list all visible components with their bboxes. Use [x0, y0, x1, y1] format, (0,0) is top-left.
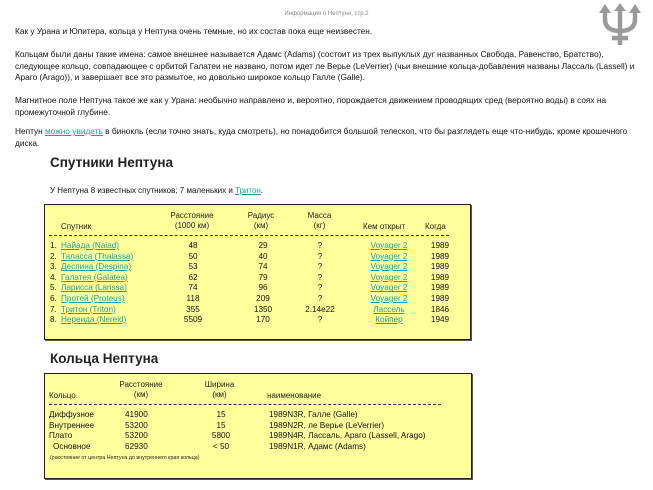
- mass-value: ?: [317, 315, 323, 325]
- mass-value: ?: [317, 294, 323, 303]
- ring-designation: 1989N4R, Лассаль, Араго (Lassell, Arago): [269, 431, 426, 441]
- row-number: 5.: [50, 283, 57, 293]
- col-header-ring-width: [197, 380, 242, 400]
- text: (км): [212, 390, 227, 399]
- header-divider: [49, 235, 449, 236]
- radius-value: 209: [256, 294, 270, 303]
- col-header-distance: [157, 211, 227, 231]
- satellites-table: [44, 204, 471, 340]
- discoverer-link[interactable]: Voyager 2: [370, 283, 408, 293]
- text: (км): [133, 390, 149, 399]
- text: Расстояние: [170, 211, 214, 220]
- satellites-heading: Спутники Нептуна: [50, 155, 173, 170]
- row-number: 6.: [50, 294, 57, 303]
- header-divider: [49, 404, 441, 405]
- distance-value: 355: [186, 304, 200, 314]
- distance-value: 50: [188, 251, 198, 261]
- col-header-name: Спутник: [61, 222, 92, 231]
- mass-value: ?: [317, 251, 323, 261]
- row-number: 8.: [50, 315, 57, 325]
- ring-label: Диффузное: [49, 410, 94, 419]
- ring-width: 15: [216, 410, 226, 419]
- mass-value: ?: [317, 241, 323, 250]
- can-see-link[interactable]: можно увидеть: [45, 126, 103, 136]
- mass-value: ?: [317, 283, 323, 293]
- ring-width: 15: [216, 420, 226, 430]
- text: Масса: [307, 211, 332, 220]
- year-value: 1989: [430, 262, 450, 272]
- text: Радиус: [247, 211, 275, 220]
- discoverer-link[interactable]: Voyager 2: [370, 241, 408, 250]
- ring-distance: 41900: [125, 410, 148, 419]
- neptune-trident-icon: [597, 3, 643, 47]
- radius-value: 96: [258, 283, 268, 293]
- distance-value: 48: [188, 241, 198, 250]
- discoverer-link[interactable]: Лассель: [373, 304, 405, 314]
- mass-value: 2.14e22: [305, 304, 335, 314]
- year-value: 1949: [430, 315, 450, 325]
- mass-value: ?: [317, 272, 323, 282]
- col-header-radius: [241, 211, 281, 231]
- satellite-link[interactable]: Ларисса (Larissa): [61, 283, 127, 293]
- text: .: [260, 186, 264, 195]
- col-header-year: Когда: [425, 222, 446, 231]
- satellite-link[interactable]: Таласса (Thalassa): [61, 251, 134, 261]
- discoverer-link[interactable]: Койпер: [375, 315, 403, 325]
- satellite-link[interactable]: Деспина (Despina): [61, 262, 132, 272]
- rings-table: [44, 373, 472, 479]
- text: (1000 км): [174, 221, 210, 230]
- paragraph-rings-dark: Как у Урана и Юпитера, кольца у Нептуна очень темные, но их состав пока еще неизвестен.: [15, 26, 373, 36]
- text: Расстояние: [119, 380, 163, 389]
- col-header-mass: [297, 211, 342, 231]
- distance-value: 118: [186, 294, 200, 303]
- row-number: 1.: [50, 241, 57, 250]
- discoverer-link[interactable]: Voyager 2: [370, 294, 408, 303]
- row-number: 3.: [50, 262, 57, 272]
- text: (км): [253, 221, 269, 230]
- col-header-discoverer: Кем открыт: [363, 222, 406, 231]
- row-number: 7.: [50, 304, 57, 314]
- text: (кг): [313, 221, 326, 230]
- satellite-link[interactable]: Нереида (Nereid): [61, 315, 127, 325]
- ring-distance: 53200: [125, 431, 148, 441]
- distance-value: 62: [188, 272, 198, 282]
- discoverer-link[interactable]: Voyager 2: [370, 272, 408, 282]
- row-number: 2.: [50, 251, 57, 261]
- radius-value: 40: [258, 251, 268, 261]
- paragraph-magnetic-field: Магнитное поле Нептуна такое же как у Урана: необычно направлено и, вероятно, порождается движением проводящих сред (вероятно воды) в соях на промежуточной глубине.: [15, 95, 607, 117]
- discoverer-link[interactable]: Voyager 2: [370, 251, 408, 261]
- satellite-link[interactable]: Протей (Proteus): [61, 294, 125, 303]
- paragraph-ring-names: Кольцам были даны такие имена: самое внешнее называется Адамс (Adams) (состоит из трех выпуклых дуг названных Свобода, Равенство, Братство), следующее кольцо, совпадающее с орбитой Галатеи не названо, потом идет ле Верье (LeVerrier) (чьи внешние кольца-добавления названы Лассаль (Lassell) и Араго (Arago)), и завершает все это размытое, но довольно широкое кольцо Галле (Galle).: [15, 49, 635, 82]
- year-value: 1989: [430, 251, 450, 261]
- page-header: Информация о Нептуне, стр.2: [284, 11, 369, 17]
- ring-label: Плато: [49, 431, 73, 441]
- year-value: 1989: [430, 272, 450, 282]
- ring-label: Основное: [53, 441, 91, 451]
- mass-value: ?: [317, 262, 323, 272]
- row-number: 4.: [50, 272, 57, 282]
- satellite-link[interactable]: Найада (Naiad): [61, 241, 120, 250]
- text: Нептун: [15, 126, 46, 136]
- year-value: 1989: [430, 283, 450, 293]
- ring-designation: 1989N1R, Адамс (Adams): [269, 441, 366, 451]
- ring-designation: 1989N2R, ле Верье (LeVerrier): [269, 420, 385, 430]
- col-header-ring-distance: [111, 380, 171, 400]
- satellite-link[interactable]: Тритон (Triton): [61, 304, 116, 314]
- year-value: 1846: [430, 304, 450, 314]
- paragraph-visibility: [15, 126, 640, 149]
- ring-width: 5800: [211, 431, 231, 441]
- col-header-ring-name: наименование: [267, 391, 322, 400]
- col-header-ring: Кольцо: [49, 391, 76, 400]
- distance-value: 53: [188, 262, 198, 272]
- year-value: 1989: [430, 294, 450, 303]
- radius-value: 79: [258, 272, 268, 282]
- triton-link[interactable]: Тритон: [235, 186, 261, 195]
- ring-distance: 53200: [125, 420, 148, 430]
- radius-value: 170: [256, 315, 270, 325]
- distance-value: 74: [188, 283, 198, 293]
- text: У Нептуна 8 известных спутников; 7 маленьких и: [50, 186, 236, 195]
- ring-designation: 1989N3R, Галле (Galle): [269, 410, 358, 419]
- ring-width: < 50: [212, 441, 230, 451]
- ring-label: Внутреннее: [49, 420, 95, 430]
- text: в бинокль (если точно знать, куда смотреть), но понадобится большой телескоп, что бы разглядеть еще что-нибудь, кроме крошечного диска.: [15, 126, 628, 148]
- text: Ширина: [204, 380, 235, 389]
- distance-value: 5509: [183, 315, 203, 325]
- ring-distance: 62930: [125, 441, 148, 451]
- rings-footnote: (расстояние от центра Нептуна до внутреннего края кольца): [50, 455, 200, 461]
- satellites-intro: [50, 186, 263, 195]
- satellite-link[interactable]: Галатея (Galatea): [61, 272, 128, 282]
- radius-value: 74: [258, 262, 268, 272]
- radius-value: 29: [258, 241, 268, 250]
- rings-heading: Кольца Нептуна: [50, 351, 159, 366]
- discoverer-link[interactable]: Voyager 2: [370, 262, 408, 272]
- year-value: 1989: [430, 241, 450, 250]
- radius-value: 1350: [253, 304, 273, 314]
